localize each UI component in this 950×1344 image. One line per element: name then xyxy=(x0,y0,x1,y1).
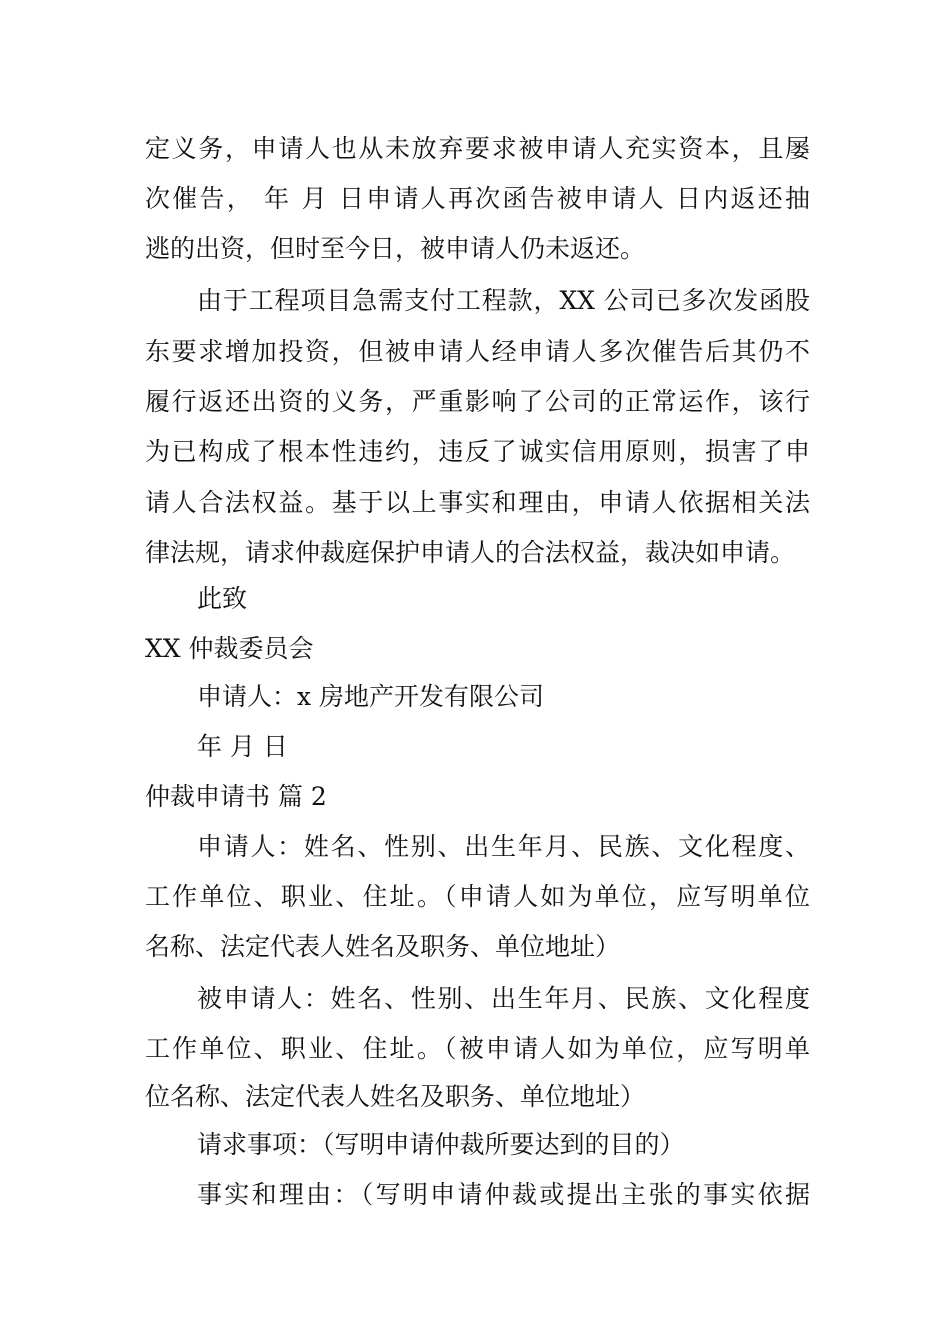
paragraph-line: 被申请人：姓名、性别、出生年月、民族、文化程度 xyxy=(197,984,810,1013)
paragraph-line: 为已构成了根本性违约，违反了诚实信用原则，损害了申 xyxy=(145,437,810,466)
paragraph-line: 事实和理由：（写明申请仲裁或提出主张的事实依据 xyxy=(197,1180,810,1209)
paragraph-line: 由于工程项目急需支付工程款，XX 公司已多次发函股 xyxy=(197,286,810,315)
applicant-signature: 申请人：x 房地产开发有限公司 xyxy=(197,682,545,711)
paragraph-line: 定义务，申请人也从未放弃要求被申请人充实资本，且屡 xyxy=(145,134,810,163)
paragraph-line: 位名称、法定代表人姓名及职务、单位地址） xyxy=(145,1082,646,1111)
paragraph-line: 次催告， 年 月 日申请人再次函告被申请人 日内返还抽 xyxy=(145,184,810,213)
section-title: 仲裁申请书 篇 2 xyxy=(145,782,327,811)
paragraph-line: 工作单位、职业、住址。（申请人如为单位，应写明单位 xyxy=(145,882,810,911)
paragraph-line: 工作单位、职业、住址。（被申请人如为单位，应写明单 xyxy=(145,1034,810,1063)
recipient: XX 仲裁委员会 xyxy=(145,634,314,663)
paragraph-line: 东要求增加投资，但被申请人经申请人多次催告后其仍不 xyxy=(145,337,810,366)
paragraph-line: 名称、法定代表人姓名及职务、单位地址） xyxy=(145,932,621,961)
paragraph-line: 请求事项：（写明申请仲裁所要达到的目的） xyxy=(197,1130,685,1159)
paragraph-line: 律法规，请求仲裁庭保护申请人的合法权益，裁决如申请。 xyxy=(145,538,796,567)
paragraph-line: 履行返还出资的义务，严重影响了公司的正常运作，该行 xyxy=(145,387,810,416)
paragraph-line: 申请人：姓名、性别、出生年月、民族、文化程度、 xyxy=(197,832,810,861)
paragraph-line: 逃的出资，但时至今日，被申请人仍未返还。 xyxy=(145,234,646,263)
date-line: 年 月 日 xyxy=(197,732,288,761)
paragraph-line: 请人合法权益。基于以上事实和理由，申请人依据相关法 xyxy=(145,488,810,517)
salutation: 此致 xyxy=(197,584,248,613)
